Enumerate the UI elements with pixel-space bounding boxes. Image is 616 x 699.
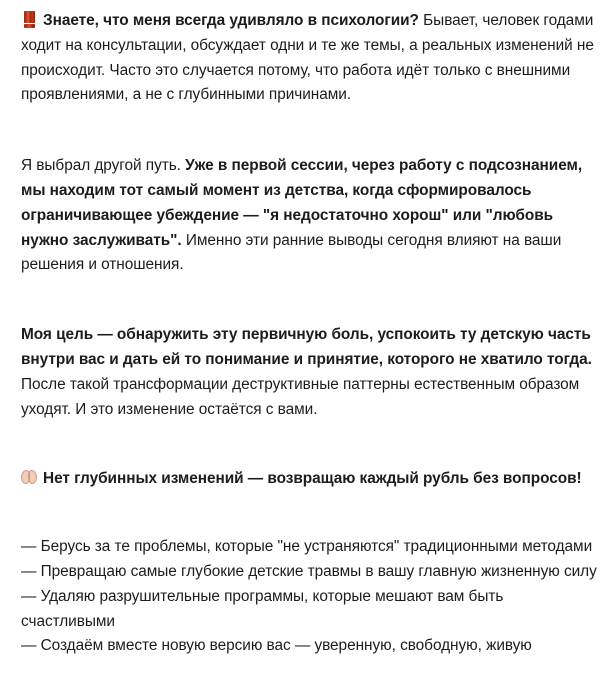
intro-rest-text: Бывает, человек годами ходит на консультации, обсуждает одни и те же темы, а реальных изменений не происходит. Часто это случается потому, что работа идёт только с внешними проявлениями, а не с глубинными причинами. — [21, 12, 594, 104]
list-item-text: Берусь за те проблемы, которые "не устраняются" традиционными методами — [40, 538, 593, 556]
intro-bold-lead: Знаете, что меня всегда удивляло в психологии? — [43, 12, 419, 29]
list-item — [21, 634, 600, 659]
red-exclamation-mark-icon — [21, 10, 38, 28]
benefits-list — [21, 535, 600, 659]
goal-bold-text: Моя цель — обнаружить эту первичную боль, успокоить ту детскую часть внутри вас и дать ей то понимание и принятие, которого не хватило тогда. — [21, 326, 592, 368]
method-bold-text: Уже в первой сессии, через работу с подсознанием, мы находим тот самый момент из детства, когда сформировалось ограничивающее убеждение — "я недостаточно хорош" или "любовь нужно заслуживать". — [21, 157, 583, 249]
list-item-text: Создаём вместе новую версию вас — уверенную, свободную, живую — [40, 637, 532, 655]
method-paragraph — [21, 154, 600, 278]
brain-icon — [21, 468, 38, 486]
list-dash: — — [21, 538, 37, 556]
goal-paragraph — [21, 323, 600, 422]
guarantee-line — [21, 467, 600, 492]
list-item — [21, 535, 600, 560]
spacer-after-guarantee — [21, 492, 600, 535]
list-item-text: Превращаю самые глубокие детские травмы в вашу главную жизненную силу — [40, 562, 597, 580]
list-item — [21, 585, 600, 635]
spacer-after-intro — [21, 108, 600, 154]
list-item — [21, 560, 600, 585]
intro-paragraph — [21, 9, 600, 108]
list-item-text: Удаляю разрушительные программы, которые мешают вам быть счастливыми — [21, 587, 504, 630]
list-dash: — — [21, 637, 37, 655]
spacer-before-guarantee — [21, 422, 600, 467]
spacer-after-method — [21, 278, 600, 323]
method-lead-text: Я выбрал другой путь. — [21, 157, 186, 175]
list-dash: — — [21, 587, 37, 605]
method-rest-text: Именно эти ранние выводы сегодня влияют на ваши решения и отношения. — [21, 231, 562, 274]
list-dash: — — [21, 562, 37, 580]
guarantee-text: Нет глубинных изменений — возвращаю каждый рубль без вопросов! — [43, 470, 582, 488]
goal-rest-text: После такой трансформации деструктивные паттерны естественным образом уходят. И это изменение остаётся с вами. — [21, 375, 580, 418]
